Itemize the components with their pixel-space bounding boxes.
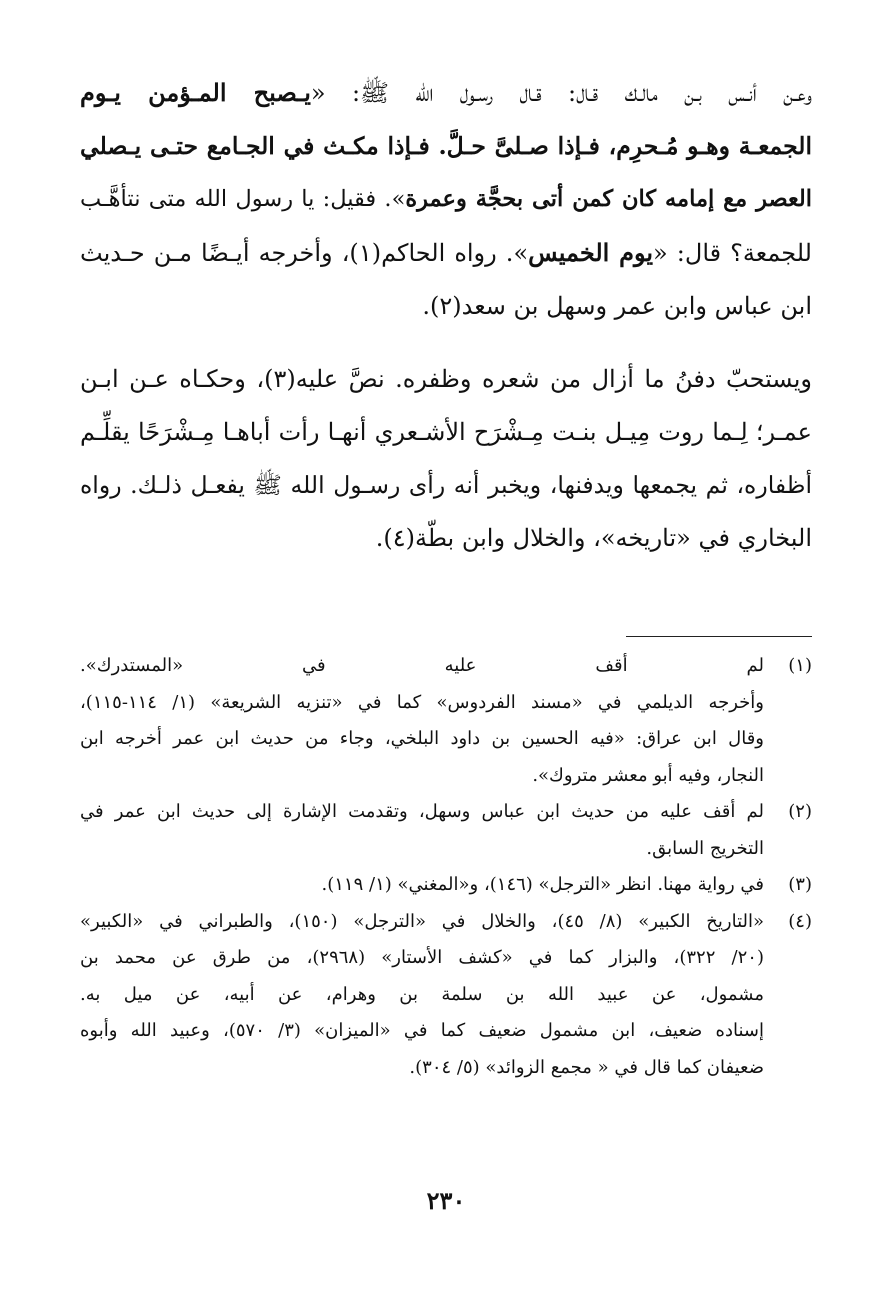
- footnote-line: «التاريخ الكبير» (٨/ ٤٥)، والخلال في «الترجل» (١٥٠)، والطبراني في «الكبير»: [80, 910, 764, 932]
- paragraph: [80, 66, 812, 333]
- footnote-number: (٢): [788, 801, 812, 822]
- footnote-line: إسناده ضعيف، ابن مشمول ضعيف كما في «الميزان» (٣/ ٥٧٠)، وعبيد الله وأبوه: [80, 1020, 764, 1041]
- footnote-number: (٣): [788, 874, 812, 895]
- footnote-line: ضعيفان كما قال في « مجمع الزوائد» (٥/ ٣٠٤).: [409, 1056, 764, 1078]
- hadith-text: يـصبح المـؤمن يـوم: [80, 78, 311, 107]
- text-line: [80, 66, 812, 120]
- text-segment: أظفاره، ثم يجمعها ويدفنها، ويخبر أنه رأى رسـول الله ﷺ يفعـل ذلـك. رواه: [80, 471, 812, 499]
- footnote-line: لم أقف عليه في «المستدرك».: [80, 655, 764, 676]
- footnote-line: وأخرجه الديلمي في «مسند الفردوس» كما في «تنزيه الشريعة» (١/ ١١٤-١١٥)،: [80, 691, 764, 713]
- hadith-text: الجمعـة وهـو مُـحرِم، فـإذا صـلىَّ حـلَّ. فـإذا مكـث في الجـامع حتـى يـصلي: [80, 132, 812, 160]
- text-segment: للجمعة؟ قال: «: [653, 239, 812, 267]
- text-segment: وعـن أنـس بـن مالـك قـال: قـال رسـول الله ﷺ: «: [310, 79, 812, 107]
- text-segment: ». فقيل: يا رسول الله متى نتأهَّـب: [80, 186, 406, 212]
- text-line: [80, 512, 812, 565]
- text-line: [80, 353, 812, 406]
- footnote: [80, 648, 812, 794]
- text-line: [80, 406, 812, 459]
- text-line: [80, 173, 812, 226]
- footnote: [80, 867, 812, 904]
- footnote-number: (١): [788, 655, 812, 676]
- footnotes: [80, 648, 812, 1086]
- footnote-number: (٤): [788, 910, 812, 932]
- footnote-line: لم أقف عليه من حديث ابن عباس وسهل، وتقدمت الإشارة إلى حديث ابن عمر في: [80, 801, 764, 822]
- text-line: [80, 459, 812, 512]
- footnote-line: في رواية مهنا. انظر «الترجل» (١٤٦)، و«المغني» (١/ ١١٩).: [321, 874, 764, 895]
- footnote-line: (٢٠/ ٣٢٢)، والبزار كما في «كشف الأستار» (٢٩٦٨)، من طرق عن محمد بن: [80, 947, 764, 968]
- footnote-line: وقال ابن عراق: «فيه الحسين بن داود البلخي، وجاء من حديث ابن عمر أخرجه ابن: [80, 728, 764, 749]
- text-segment: ويستحبّ دفنُ ما أزال من شعره وظفره. نصَّ عليه(٣)، وحكـاه عـن ابـن: [80, 365, 812, 393]
- text-line: [80, 280, 812, 333]
- footnote: [80, 904, 812, 1087]
- footnote-line: التخريج السابق.: [646, 837, 764, 859]
- text-segment: عمـر؛ لِـما روت مِيـل بنـت مِـشْرَح الأشـعري أنهـا رأت أباهـا مِـشْرَحًا يقلِّـم: [80, 418, 812, 446]
- footnote-divider: [626, 636, 812, 637]
- main-text: [80, 66, 812, 565]
- text-segment: البخاري في «تاريخه»، والخلال وابن بطّة(٤).: [375, 524, 812, 552]
- footnote-line: مشمول، عن عبيد الله بن سلمة بن وهرام، عن أبيه، عن ميل به.: [80, 983, 764, 1005]
- page-number: ٢٣٠: [426, 1186, 466, 1215]
- text-segment: ». رواه الحاكم(١)، وأخرجه أيـضًا مـن حـديث: [80, 239, 529, 267]
- text-line: [80, 226, 812, 280]
- hadith-text: العصر مع إمامه كان كمن أتى بحجَّة وعمرة: [405, 186, 812, 212]
- text-line: [80, 120, 812, 173]
- footnote-line: النجار، وفيه أبو معشر متروك».: [532, 764, 764, 786]
- text-segment: ابن عباس وابن عمر وسهل بن سعد(٢).: [422, 292, 812, 320]
- hadith-text: يوم الخميس: [528, 238, 654, 267]
- footnote: [80, 794, 812, 867]
- paragraph: [80, 353, 812, 565]
